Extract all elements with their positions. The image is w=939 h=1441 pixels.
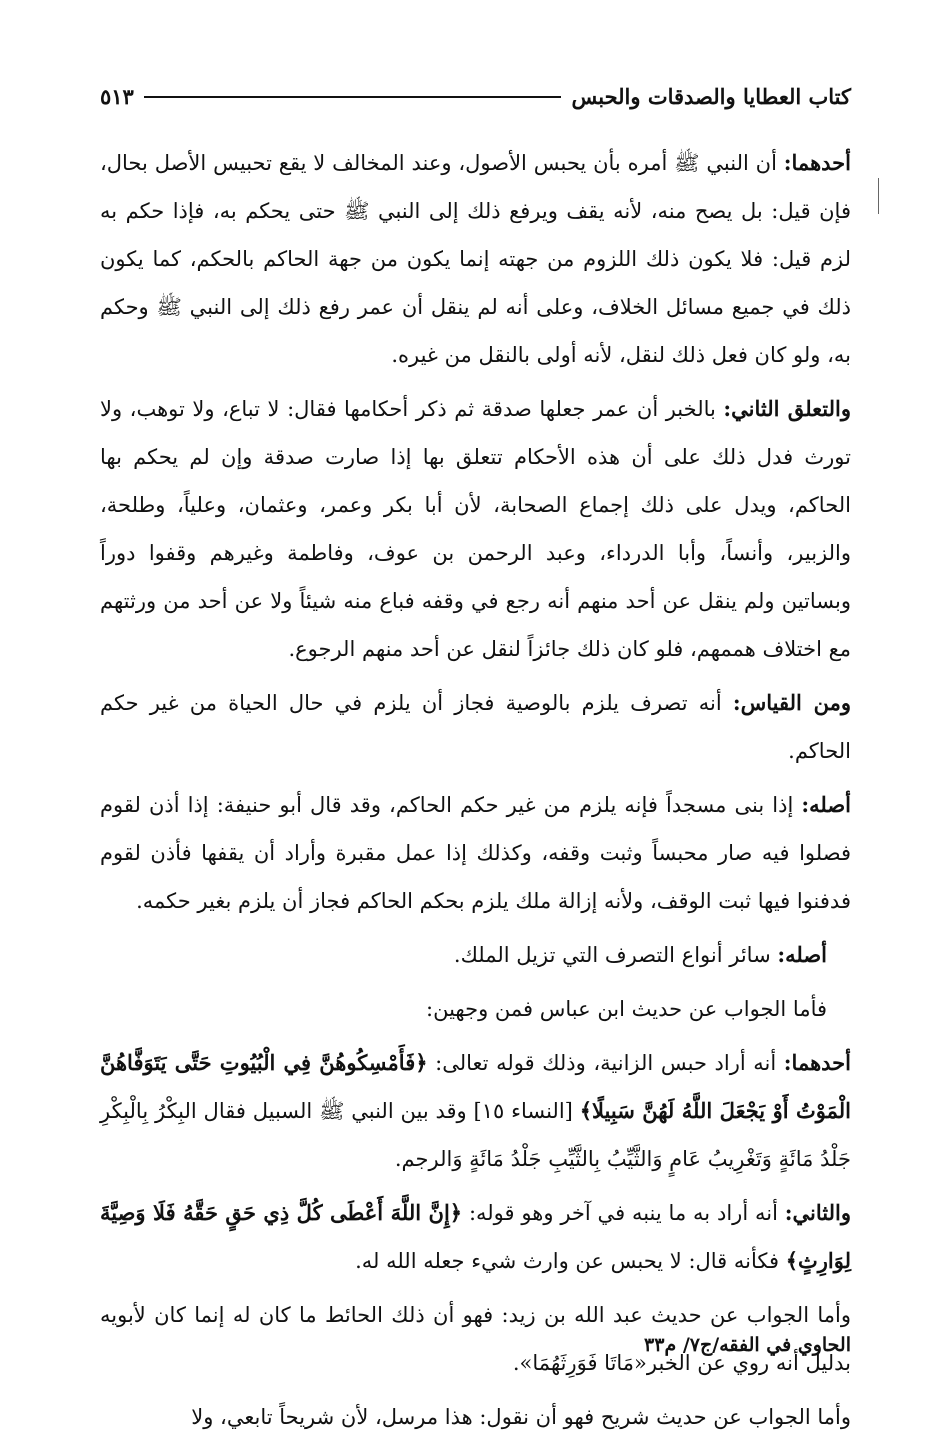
paragraph-4 — [100, 781, 851, 925]
book-section-title: كتاب العطايا والصدقات والحبس — [571, 84, 851, 109]
paragraph-text-after: فكأنه قال: لا يحبس عن وارث شيء جعله الله له. — [355, 1249, 786, 1273]
paragraph-lead: ومن القياس: — [732, 690, 852, 715]
paragraph-8 — [100, 1189, 851, 1285]
paragraph-3 — [100, 679, 851, 775]
paragraph-1 — [100, 139, 851, 379]
paragraph-lead: والثاني: — [784, 1200, 851, 1225]
paragraph-text: أن النبي ﷺ أمره بأن يحبس الأصول، وعند المخالف لا يقع تحبيس الأصل بحال، فإن قيل: بل يصح منه، لأنه يقف ويرفع ذلك إلى النبي ﷺ حتى يحكم به، فإذا حكم به لزم قيل: فلا يكون ذلك اللزوم من جهته إنما يكون من جهة الحاكم بالحكم، كما يكون ذلك في جميع مسائل الخلاف، وعلى أنه لم ينقل أن عمر رفع ذلك إلى النبي ﷺ وحكم به، ولو كان فعل ذلك لنقل، لأنه أولى بالنقل من غيره. — [100, 151, 851, 367]
paragraph-lead: والتعلق الثاني: — [723, 396, 851, 421]
running-header — [100, 84, 851, 109]
paragraph-text: أنه أراد حبس الزانية، وذلك قوله تعالى: — [427, 1051, 784, 1075]
page-number: ٥١٣ — [100, 84, 134, 109]
paragraph-10 — [100, 1393, 851, 1441]
margin-mark — [876, 178, 879, 214]
paragraph-lead: أحدهما: — [783, 150, 851, 175]
paragraph-text: سائر أنواع التصرف التي تزيل الملك. — [453, 943, 778, 967]
paragraph-2 — [100, 385, 851, 673]
paragraph-6 — [100, 985, 851, 1033]
paragraph-7 — [100, 1039, 851, 1183]
quran-verse: ﴿فَأَمْسِكُوهُنَّ فِي الْبُيُوتِ حَتَّى يَتَوَفَّاهُنَّ الْمَوْتُ أَوْ يَجْعَلَ اللَّهُ لَهُنَّ سَبِيلًا﴾ — [100, 1050, 851, 1123]
paragraph-text: فأما الجواب عن حديث ابن عباس فمن وجهين: — [426, 997, 827, 1021]
paragraph-text: أنه أراد به ما ينبه في آخر وهو قوله: — [462, 1201, 785, 1225]
hadith-quote: ﴿إِنَّ اللَّهَ أَعْطَى كُلَّ ذِي حَقٍ حَقَّهُ فَلَا وَصِيَّةَ لِوَارِثٍ﴾ — [100, 1200, 851, 1273]
paragraph-text: بالخبر أن عمر جعلها صدقة ثم ذكر أحكامها فقال: لا تباع، ولا توهب، ولا تورث فدل ذلك على أن هذه الأحكام تتعلق بها إذا صارت صدقة وإن لم يحكم بها الحاكم، ويدل على ذلك إجماع الصحابة، لأن أبا بكر وعمر، وعثمان، وعلياً، وطلحة، والزبير، وأنساً، وأبا الدرداء، وعبد الرحمن بن عوف، وفاطمة وغيرهم وقفوا دوراً وبساتين ولم ينقل عن أحد منهم أنه رجع في وقفه فباع منه شيئاً ولا عن أحد من ورثتهم مع اختلاف هممهم، فلو كان ذلك جائزاً لنقل عن أحد منهم الرجوع. — [100, 397, 851, 661]
paragraph-text: أنه تصرف يلزم بالوصية فجاز أن يلزم في حال الحياة من غير حكم الحاكم. — [100, 691, 851, 763]
paragraph-lead: أصله: — [777, 942, 827, 967]
paragraph-lead: أصله: — [801, 792, 851, 817]
paragraph-text-after: [النساء ١٥] وقد بين النبي ﷺ السبيل فقال البِكْرُ بِالْبِكْرِ جَلْدُ مَائَةٍ وَتَغْرِيبُ عَامٍ وَالثَّيِّبُ بِالثَّيِّبِ جَلْدُ مَائَةٍ وَالرجم. — [100, 1099, 851, 1171]
paragraph-lead: أحدهما: — [783, 1050, 852, 1075]
page-footer: الحاوي في الفقه/ج٧/ م٣٣ — [644, 1334, 851, 1356]
header-rule — [144, 96, 562, 98]
paragraph-text: إذا بنى مسجداً فإنه يلزم من غير حكم الحاكم، وقد قال أبو حنيفة: إذا أذن لقوم فصلوا فيه صار محبساً وثبت وقفه، وكذلك إذا عمل مقبرة وأراد أن يقفها فأذن لقوم فدفنوا فيها ثبت الوقف، ولأنه إزالة ملك يلزم بحكم الحاكم فجاز أن يلزم بغير حكمه. — [100, 793, 851, 913]
body-text — [100, 139, 851, 1441]
paragraph-text: وأما الجواب عن حديث شريح فهو أن نقول: هذا مرسل، لأن شريحاً تابعي، ولا — [191, 1405, 851, 1429]
paragraph-text: وأما الجواب عن حديث عبد الله بن زيد: فهو أن ذلك الحائط ما كان له إنما كان لأبويه بدليل أنه روي عن الخبر«مَاتَا فَوَرِثَهُمَا». — [100, 1303, 851, 1375]
paragraph-5 — [100, 931, 851, 979]
